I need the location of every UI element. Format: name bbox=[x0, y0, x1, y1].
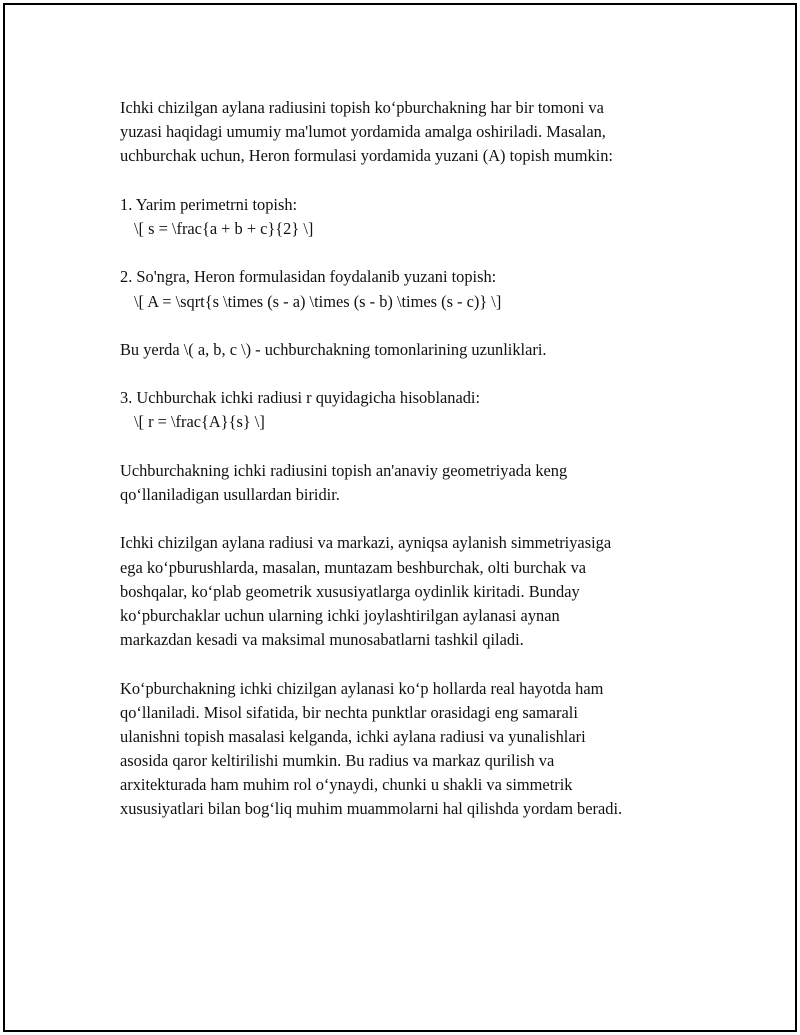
text-line: ega ko‘pburushlarda, masalan, muntazam beshburchak, olti burchak va bbox=[120, 557, 587, 577]
text-line: xususiyatlari bilan bog‘liq muhim muammolarni hal qilishda yordam beradi. bbox=[120, 799, 623, 819]
step-1 bbox=[120, 193, 710, 241]
step-2-title: 2. So'ngra, Heron formulasidan foydalanib yuzani topish: bbox=[120, 267, 497, 287]
paragraph-traditional bbox=[120, 459, 710, 507]
paragraph-gap bbox=[120, 241, 710, 265]
step-1-formula: \[ s = \frac{a + b + c}{2} \] bbox=[134, 218, 314, 238]
paragraph-gap bbox=[120, 314, 710, 338]
text-line: uchburchak uchun, Heron formulasi yordamida yuzani (A) topish mumkin: bbox=[120, 146, 613, 166]
paragraph-gap bbox=[120, 652, 710, 676]
text-line: Ichki chizilgan aylana radiusi va markazi, ayniqsa aylanish simmetriyasiga bbox=[120, 533, 612, 553]
paragraph-gap bbox=[120, 169, 710, 193]
text-line: yuzasi haqidagi umumiy ma'lumot yordamida amalga oshiriladi. Masalan, bbox=[120, 122, 606, 142]
text-line: qo‘llaniladi. Misol sifatida, bir nechta punktlar orasidagi eng samarali bbox=[120, 702, 578, 722]
step-3-formula: \[ r = \frac{A}{s} \] bbox=[134, 412, 265, 432]
text-line: arxitekturada ham muhim rol o‘ynaydi, chunki u shakli va simmetrik bbox=[120, 775, 573, 795]
step-2-formula: \[ A = \sqrt{s \times (s - a) \times (s - b) \times (s - c)} \] bbox=[134, 291, 502, 311]
paragraph-symmetry bbox=[120, 531, 710, 652]
step-2 bbox=[120, 265, 710, 313]
page-frame bbox=[3, 3, 797, 1032]
paragraph-gap bbox=[120, 507, 710, 531]
text-line: ulanishni topish masalasi kelganda, ichki aylana radiusi va yunalishlari bbox=[120, 726, 586, 746]
step-3-title: 3. Uchburchak ichki radiusi r quyidagicha hisoblanadi: bbox=[120, 388, 481, 408]
paragraph-applications bbox=[120, 677, 710, 822]
text-line: asosida qaror keltirilishi mumkin. Bu radius va markaz qurilish va bbox=[120, 751, 555, 771]
paragraph-gap bbox=[120, 362, 710, 386]
step-1-title: 1. Yarim perimetrni topish: bbox=[120, 194, 298, 214]
step-3 bbox=[120, 386, 710, 434]
text-line: boshqalar, ko‘plab geometrik xususiyatlarga oydinlik kiritadi. Bunday bbox=[120, 581, 580, 601]
text-line: Ko‘pburchakning ichki chizilgan aylanasi ko‘p hollarda real hayotda ham bbox=[120, 678, 604, 698]
text-line: Uchburchakning ichki radiusini topish an'anaviy geometriyada keng bbox=[120, 460, 568, 480]
text-line: ko‘pburchaklar uchun ularning ichki joylashtirilgan aylanasi aynan bbox=[120, 605, 560, 625]
text-line: Ichki chizilgan aylana radiusini topish ko‘pburchakning har bir tomoni va bbox=[120, 98, 604, 117]
paragraph-gap bbox=[120, 435, 710, 459]
paragraph-intro bbox=[120, 96, 710, 169]
document-body bbox=[120, 96, 710, 822]
variables-note: Bu yerda \( a, b, c \) - uchburchakning tomonlarining uzunliklari. bbox=[120, 339, 547, 359]
text-line: qo‘llaniladigan usullardan biridir. bbox=[120, 485, 340, 504]
text-line: markazdan kesadi va maksimal munosabatlarni tashkil qiladi. bbox=[120, 630, 524, 650]
